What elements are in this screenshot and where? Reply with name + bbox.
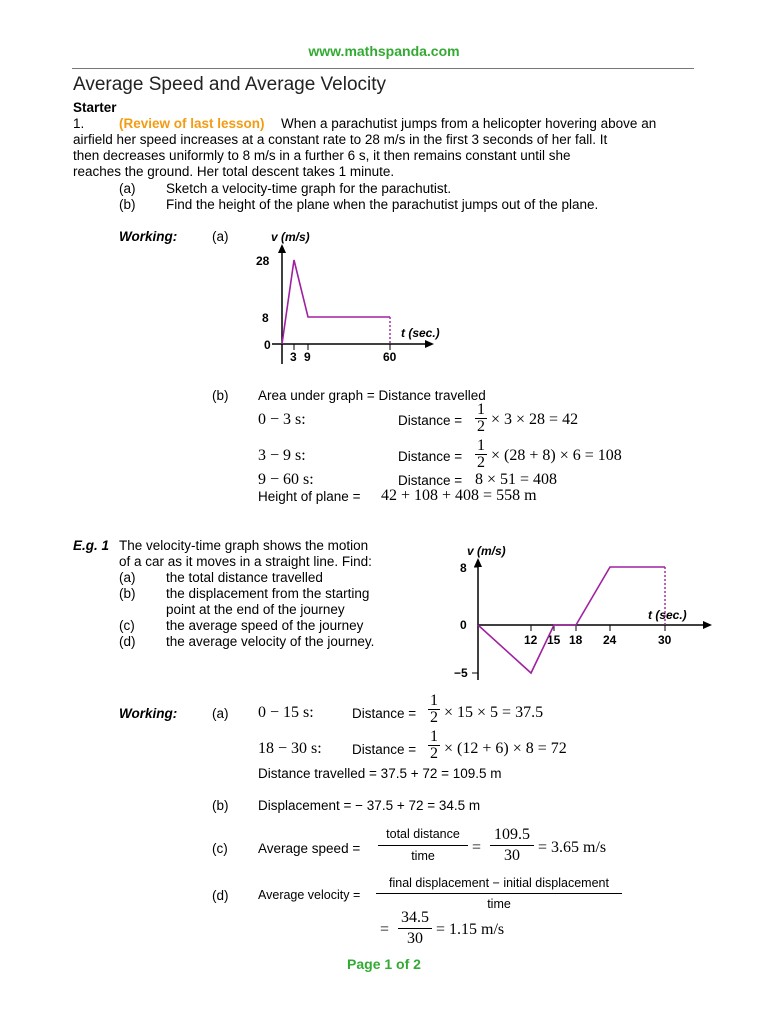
graph1-x-axis-label: t (sec.)	[401, 326, 440, 340]
starter-number: 1.	[73, 116, 85, 131]
page-number: Page 1 of 2	[347, 956, 421, 972]
w1-row3-interval: 9 − 60 s:	[258, 471, 314, 488]
w1-row3-rest: 8 × 51 = 408	[475, 471, 558, 488]
w2-a-row1-rest: × 15 × 5 = 37.5	[444, 704, 544, 721]
graph2-velocity-line	[478, 567, 665, 673]
graph2-tick-y-8: 8	[460, 561, 467, 575]
w2-d-num1: final displacement − initial displacement	[389, 876, 609, 890]
w1-row1-prefix: Distance =	[398, 413, 463, 428]
w2-c-num1: total distance	[386, 827, 460, 841]
w2-d-result: = 1.15 m/s	[436, 921, 505, 938]
w2-a-row1-num: 1	[430, 692, 438, 709]
w1-row1-den: 2	[477, 418, 485, 435]
w1-row2-interval: 3 − 9 s:	[258, 447, 306, 464]
w2-a-row1-den: 2	[430, 709, 438, 726]
graph2-tick-x-24: 24	[603, 633, 617, 647]
example-part-d-text: the average velocity of the journey.	[166, 634, 375, 649]
graph1-tick-y-8: 8	[262, 311, 269, 325]
w2-c-eq: =	[472, 839, 482, 856]
w2-a-row2-interval: 18 − 30 s:	[258, 740, 322, 757]
w2-a-total: Distance travelled = 37.5 + 72 = 109.5 m	[258, 766, 502, 781]
working1-intro: Area under graph = Distance travelled	[258, 388, 486, 403]
graph1-y-axis-label: v (m/s)	[271, 230, 310, 244]
w1-row3-prefix: Distance =	[398, 473, 463, 488]
w2-a-row2-rest: × (12 + 6) × 8 = 72	[444, 740, 567, 757]
graph1-tick-x-60: 60	[383, 350, 397, 364]
graph2-x-axis-label: t (sec.)	[648, 608, 687, 622]
graph2-tick-x-18: 18	[569, 633, 583, 647]
w1-row2-den: 2	[477, 454, 485, 471]
w2-d-fraction-values	[398, 910, 432, 947]
example-part-b-text: the displacement from the starting	[166, 586, 370, 601]
starter-heading: Starter	[73, 100, 117, 115]
w1-row1-num: 1	[477, 401, 485, 418]
w1-row2-rest: × (28 + 8) × 6 = 108	[491, 447, 622, 464]
starter-part-a-text: Sketch a velocity-time graph for the parachutist.	[166, 181, 452, 196]
example-part-b-label: (b)	[119, 586, 136, 601]
graph2-x-arrow	[703, 621, 712, 629]
w2-a-row1-prefix: Distance =	[352, 706, 417, 721]
example-line-1: The velocity-time graph shows the motion	[119, 538, 369, 553]
page-title: Average Speed and Average Velocity	[73, 74, 387, 95]
graph1-x-arrow	[425, 340, 434, 348]
starter-part-b-label: (b)	[119, 197, 136, 212]
height-value: 42 + 108 + 408 = 558 m	[381, 487, 537, 504]
working-label-2: Working:	[119, 706, 178, 721]
w1-row2-num: 1	[477, 437, 485, 454]
example-part-a-text: the total distance travelled	[166, 570, 323, 585]
working-label-1: Working:	[119, 229, 178, 244]
w2-c-num2: 109.5	[494, 826, 530, 843]
w2-b-displacement: Displacement = − 37.5 + 72 = 34.5 m	[258, 798, 481, 813]
starter-line-2: airfield her speed increases at a constant rate to 28 m/s in the first 3 seconds of her fall. It	[73, 132, 608, 147]
graph2-tick-x-15: 15	[547, 633, 561, 647]
graph1-tick-y-0: 0	[264, 338, 271, 352]
working2-part-d: (d)	[212, 888, 229, 903]
example-part-c-label: (c)	[119, 618, 135, 633]
w1-row1-fraction	[475, 402, 487, 435]
starter-part-b-text: Find the height of the plane when the parachutist jumps out of the plane.	[166, 197, 599, 212]
w2-a-row2-den: 2	[430, 745, 438, 762]
w2-d-den1: time	[487, 896, 511, 911]
site-url[interactable]: www.mathspanda.com	[308, 43, 460, 59]
car-velocity-time-graph	[440, 540, 720, 688]
w2-d-den2: 30	[407, 930, 423, 947]
working1-part-a: (a)	[212, 229, 229, 244]
working2-part-c: (c)	[212, 841, 228, 856]
w2-a-row2-prefix: Distance =	[352, 742, 417, 757]
working1-part-b: (b)	[212, 388, 229, 403]
example-label: E.g. 1	[73, 538, 110, 553]
starter-line-1: When a parachutist jumps from a helicopter hovering above an	[281, 116, 657, 131]
graph2-tick-y-0: 0	[460, 618, 467, 632]
w1-row1-interval: 0 − 3 s:	[258, 411, 306, 428]
working2-part-a: (a)	[212, 706, 229, 721]
review-tag: (Review of last lesson)	[119, 116, 265, 131]
w2-a-row1-interval: 0 − 15 s:	[258, 704, 314, 721]
graph2-y-arrow	[474, 558, 482, 567]
parachutist-velocity-time-graph	[250, 226, 450, 366]
w2-c-den1: time	[411, 848, 435, 863]
graph2-tick-x-30: 30	[658, 633, 672, 647]
graph1-velocity-line	[282, 260, 390, 344]
w1-row2-fraction	[475, 438, 487, 471]
example-part-b-text-cont: point at the end of the journey	[166, 602, 345, 617]
w2-d-eq: =	[380, 921, 390, 938]
w2-d-prefix: Average velocity =	[258, 888, 361, 902]
w2-c-fraction-values	[490, 827, 534, 864]
graph2-tick-x-12: 12	[524, 633, 538, 647]
height-label: Height of plane =	[258, 489, 361, 504]
w2-c-fraction-words	[378, 828, 468, 862]
graph2-tick-y-minus5: −5	[454, 666, 468, 680]
working2-part-b: (b)	[212, 798, 229, 813]
w2-c-den2: 30	[504, 847, 520, 864]
starter-line-4: reaches the ground. Her total descent takes 1 minute.	[73, 164, 395, 179]
w2-d-fraction-words	[376, 877, 622, 910]
starter-line-3: then decreases uniformly to 8 m/s in a further 6 s, it then remains constant until she	[73, 148, 571, 163]
example-part-d-label: (d)	[119, 634, 136, 649]
graph2-y-axis-label: v (m/s)	[467, 544, 506, 558]
graph1-tick-x-3: 3	[290, 350, 297, 364]
w2-a-row2-num: 1	[430, 728, 438, 745]
example-part-c-text: the average speed of the journey	[166, 618, 364, 633]
starter-part-a-label: (a)	[119, 181, 136, 196]
w2-c-prefix: Average speed =	[258, 841, 361, 856]
w2-a-row2-fraction	[428, 729, 440, 762]
w2-d-num2: 34.5	[401, 909, 429, 926]
example-part-a-label: (a)	[119, 570, 136, 585]
header-divider	[72, 68, 694, 69]
graph1-y-arrow	[278, 244, 286, 253]
w2-c-result: = 3.65 m/s	[538, 839, 607, 856]
w2-a-row1-fraction	[428, 693, 440, 726]
graph1-tick-y-28: 28	[256, 254, 270, 268]
w1-row1-rest: × 3 × 28 = 42	[491, 411, 579, 428]
w1-row2-prefix: Distance =	[398, 449, 463, 464]
example-line-2: of a car as it moves in a straight line. Find:	[119, 554, 372, 569]
graph1-tick-x-9: 9	[304, 350, 311, 364]
